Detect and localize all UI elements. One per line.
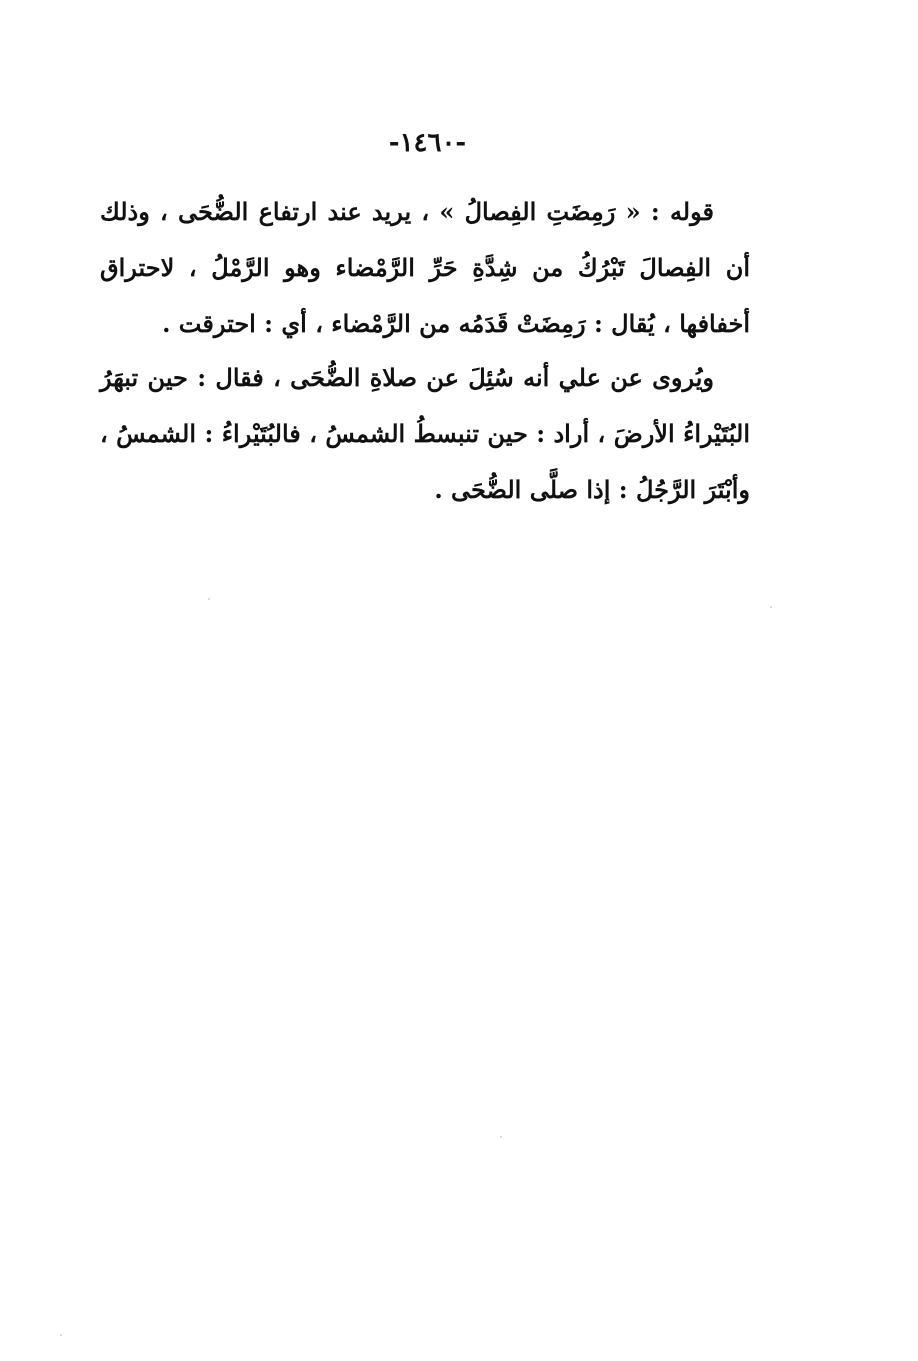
paragraph-2-line-1: ويُروى عن علي أنه سُئِلَ عن صلاةِ الضُّحَى ، فقال : حين تبهَرُ: [100, 363, 714, 392]
paragraph-1-line-1: قوله : « رَمِضَتِ الفِصالُ » ، يريد عند ارتفاع الضُّحَى ، وذلك: [100, 197, 714, 226]
page-number: -١٤٦٠-: [388, 128, 467, 158]
scan-speck: [770, 606, 772, 608]
paragraph-2: [100, 350, 750, 518]
paragraph-1-line-3: أخفافها ، يُقال : رَمِضَتْ قَدَمُه من الرَّمْضاء ، أي : احترقت .: [162, 309, 750, 338]
paragraph-1: [100, 184, 750, 352]
paragraph-2-line-2: البُتَيْراءُ الأرضَ ، أراد : حين تنبسطُ الشمسُ ، فالبُتَيْراءُ : الشمسُ ،: [100, 419, 750, 448]
paragraph-1-line-2: أن الفِصالَ تَبْرُكُ من شِدَّةِ حَرِّ الرَّمْضاء وهو الرَّمْلُ ، لاحتراق: [100, 253, 750, 282]
scan-speck: [208, 598, 210, 600]
paragraph-2-line-3: وأبْتَرَ الرَّجُلُ : إذا صلَّى الضُّحَى .: [434, 475, 750, 504]
scan-speck: [500, 1136, 502, 1138]
scan-speck: [60, 1334, 62, 1336]
